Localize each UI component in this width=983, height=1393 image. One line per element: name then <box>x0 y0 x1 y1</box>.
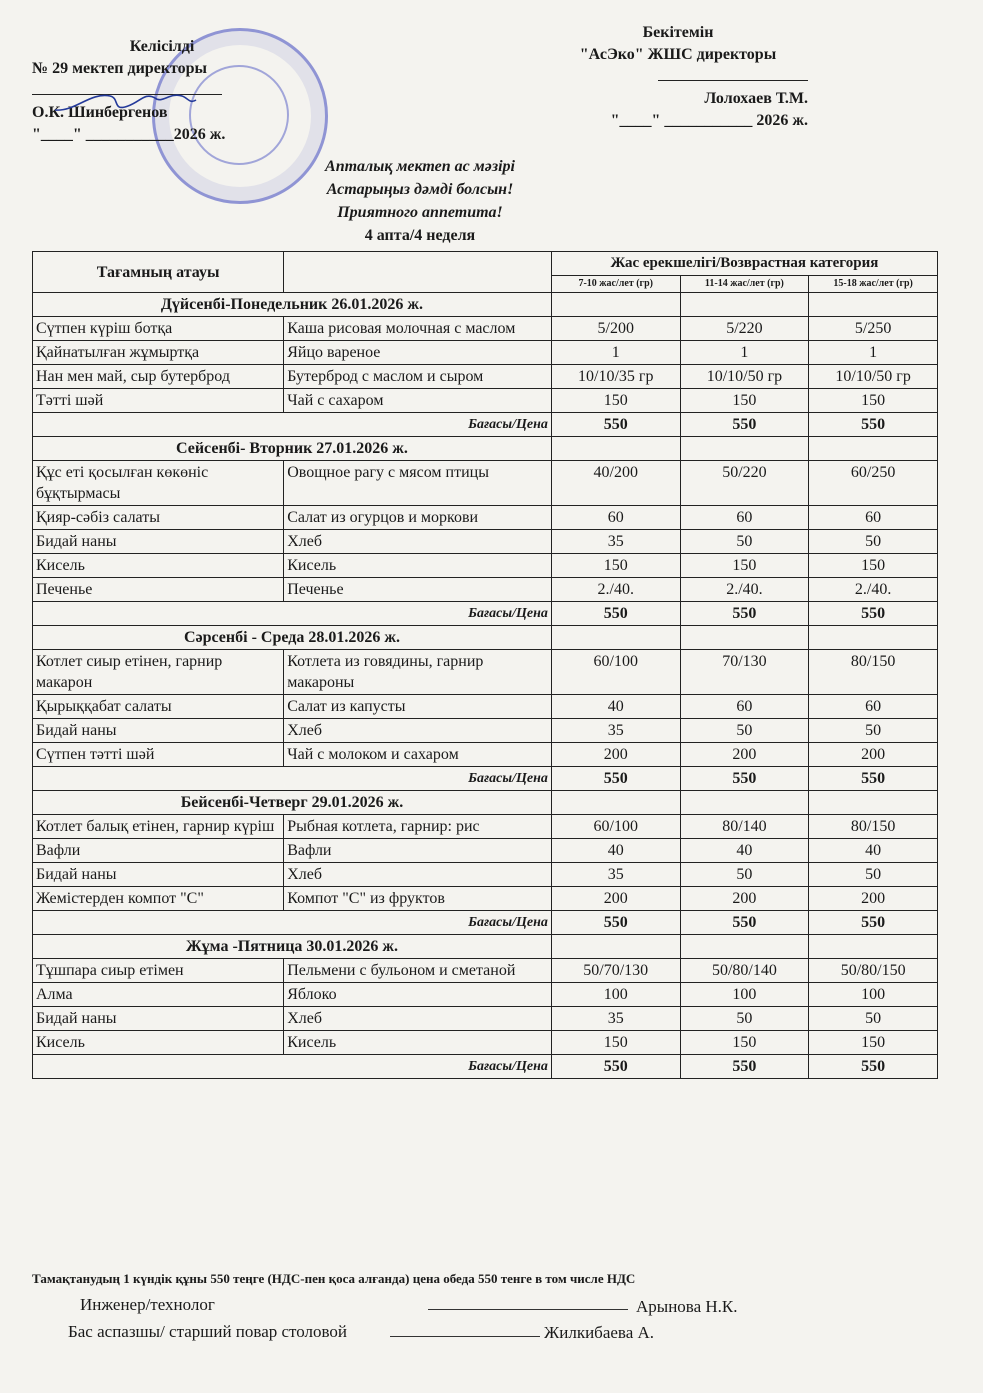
portion-11-14: 2./40. <box>680 578 809 602</box>
price-row <box>33 413 938 437</box>
portion-15-18: 200 <box>809 887 938 911</box>
portion-11-14: 40 <box>680 839 809 863</box>
dish-name-ru: Вафли <box>284 839 552 863</box>
dish-name-ru: Яблоко <box>284 983 552 1007</box>
portion-7-10: 35 <box>551 863 680 887</box>
cook-signature-line <box>390 1322 540 1342</box>
price-value: 550 <box>680 911 809 935</box>
portion-15-18: 200 <box>809 743 938 767</box>
cook-name: Жилкибаева А. <box>544 1323 655 1342</box>
dish-name-ru: Бутерброд с маслом и сыром <box>284 365 552 389</box>
table-row <box>33 887 938 911</box>
day-header-empty-cell <box>809 626 938 650</box>
dish-name-kz: Печенье <box>33 578 284 602</box>
dish-name-ru: Кисель <box>284 554 552 578</box>
portion-7-10: 50/70/130 <box>551 959 680 983</box>
portion-11-14: 70/130 <box>680 650 809 695</box>
price-value: 550 <box>809 413 938 437</box>
price-row <box>33 767 938 791</box>
table-row <box>33 695 938 719</box>
table-row <box>33 530 938 554</box>
dish-name-ru: Каша рисовая молочная с маслом <box>284 317 552 341</box>
dish-name-ru: Чай с молоком и сахаром <box>284 743 552 767</box>
dish-name-ru: Пельмени с бульоном и сметаной <box>284 959 552 983</box>
signature-line <box>658 80 808 81</box>
dish-name-ru: Кисель <box>284 1031 552 1055</box>
school-director-name: О.К. Шинбергенов <box>32 104 168 121</box>
price-value: 550 <box>551 911 680 935</box>
price-value: 550 <box>551 602 680 626</box>
price-row <box>33 602 938 626</box>
portion-15-18: 5/250 <box>809 317 938 341</box>
portion-7-10: 35 <box>551 719 680 743</box>
price-value: 550 <box>680 413 809 437</box>
dish-name-ru: Салат из капусты <box>284 695 552 719</box>
table-row <box>33 461 938 506</box>
portion-11-14: 150 <box>680 1031 809 1055</box>
portion-11-14: 100 <box>680 983 809 1007</box>
portion-11-14: 50/220 <box>680 461 809 506</box>
day-title: Сейсенбі- Вторник 27.01.2026 ж. <box>33 437 552 461</box>
day-header-empty-cell <box>809 791 938 815</box>
table-row <box>33 743 938 767</box>
day-header-row <box>33 935 938 959</box>
table-row <box>33 815 938 839</box>
day-header-empty-cell <box>809 437 938 461</box>
portion-7-10: 150 <box>551 1031 680 1055</box>
portion-15-18: 50 <box>809 530 938 554</box>
portion-7-10: 60/100 <box>551 815 680 839</box>
portion-11-14: 1 <box>680 341 809 365</box>
column-header-age-7-10: 7-10 жас/лет (гр) <box>551 276 680 293</box>
portion-15-18: 150 <box>809 389 938 413</box>
price-label: Бағасы/Цена <box>33 1055 552 1079</box>
dish-name-kz: Алма <box>33 983 284 1007</box>
dish-name-ru: Печенье <box>284 578 552 602</box>
day-header-empty-cell <box>551 935 680 959</box>
daily-cost-note: Тамақтанудың 1 күндік құны 550 теңге (НДС-пен қоса алғанда) цена обеда 550 тенге в том числе НДС <box>32 1271 636 1286</box>
approval-left-date: "____" ___________2026 ж. <box>32 126 226 143</box>
portion-7-10: 40/200 <box>551 461 680 506</box>
day-header-empty-cell <box>680 626 809 650</box>
day-header-row <box>33 293 938 317</box>
dish-name-ru: Хлеб <box>284 1007 552 1031</box>
portion-11-14: 150 <box>680 389 809 413</box>
table-row <box>33 719 938 743</box>
greeting-ru: Приятного аппетита! <box>337 204 503 221</box>
day-header-empty-cell <box>551 293 680 317</box>
price-value: 550 <box>680 602 809 626</box>
day-header-empty-cell <box>680 293 809 317</box>
price-value: 550 <box>551 767 680 791</box>
portion-7-10: 2./40. <box>551 578 680 602</box>
day-header-empty-cell <box>809 293 938 317</box>
dish-name-kz: Тұшпара сиыр етімен <box>33 959 284 983</box>
dish-name-ru: Рыбная котлета, гарнир: рис <box>284 815 552 839</box>
dish-name-ru: Салат из огурцов и моркови <box>284 506 552 530</box>
table-row <box>33 341 938 365</box>
portion-11-14: 80/140 <box>680 815 809 839</box>
column-header-age-11-14: 11-14 жас/лет (гр) <box>680 276 809 293</box>
day-header-empty-cell <box>551 626 680 650</box>
dish-name-kz: Нан мен май, сыр бутерброд <box>33 365 284 389</box>
table-row <box>33 506 938 530</box>
portion-15-18: 40 <box>809 839 938 863</box>
menu-title-kz: Апталық мектеп ас мәзірі <box>325 158 515 175</box>
portion-15-18: 60/250 <box>809 461 938 506</box>
portion-11-14: 50 <box>680 530 809 554</box>
dish-name-kz: Бидай наны <box>33 530 284 554</box>
price-label: Бағасы/Цена <box>33 767 552 791</box>
portion-15-18: 80/150 <box>809 650 938 695</box>
portion-15-18: 150 <box>809 554 938 578</box>
week-label: 4 апта/4 неделя <box>364 227 476 244</box>
portion-11-14: 5/220 <box>680 317 809 341</box>
day-title: Жұма -Пятница 30.01.2026 ж. <box>33 935 552 959</box>
menu-title <box>250 155 590 247</box>
table-row <box>33 983 938 1007</box>
day-header-empty-cell <box>551 791 680 815</box>
portion-15-18: 150 <box>809 1031 938 1055</box>
dish-name-ru: Хлеб <box>284 863 552 887</box>
dish-name-ru: Яйцо вареное <box>284 341 552 365</box>
dish-name-kz: Бидай наны <box>33 1007 284 1031</box>
dish-name-ru: Компот "С" из фруктов <box>284 887 552 911</box>
dish-name-kz: Қырыққабат салаты <box>33 695 284 719</box>
portion-7-10: 60 <box>551 506 680 530</box>
price-value: 550 <box>809 1055 938 1079</box>
engineer-signature-line <box>428 1295 628 1315</box>
portion-15-18: 80/150 <box>809 815 938 839</box>
price-row <box>33 1055 938 1079</box>
portion-11-14: 50/80/140 <box>680 959 809 983</box>
portion-15-18: 1 <box>809 341 938 365</box>
day-header-row <box>33 437 938 461</box>
table-row <box>33 578 938 602</box>
approval-right-date: "____" ___________ 2026 ж. <box>610 112 808 129</box>
dish-name-kz: Қияр-сәбіз салаты <box>33 506 284 530</box>
price-value: 550 <box>809 602 938 626</box>
portion-11-14: 50 <box>680 863 809 887</box>
table-row <box>33 650 938 695</box>
portion-7-10: 100 <box>551 983 680 1007</box>
day-header-empty-cell <box>809 935 938 959</box>
table-row <box>33 365 938 389</box>
signature-scribble <box>50 82 200 122</box>
day-header-empty-cell <box>680 791 809 815</box>
dish-name-ru: Хлеб <box>284 530 552 554</box>
price-value: 550 <box>809 767 938 791</box>
day-header-empty-cell <box>680 935 809 959</box>
price-label: Бағасы/Цена <box>33 911 552 935</box>
portion-15-18: 50/80/150 <box>809 959 938 983</box>
portion-15-18: 2./40. <box>809 578 938 602</box>
portion-11-14: 60 <box>680 506 809 530</box>
column-header-blank <box>284 252 552 293</box>
dish-name-ru: Котлета из говядины, гарнир макароны <box>284 650 552 695</box>
portion-7-10: 10/10/35 гр <box>551 365 680 389</box>
portion-7-10: 40 <box>551 695 680 719</box>
approval-left-heading: Келісілді <box>129 38 195 55</box>
portion-11-14: 150 <box>680 554 809 578</box>
portion-7-10: 150 <box>551 389 680 413</box>
day-title: Сәрсенбі - Среда 28.01.2026 ж. <box>33 626 552 650</box>
price-value: 550 <box>680 767 809 791</box>
table-row <box>33 959 938 983</box>
portion-15-18: 50 <box>809 1007 938 1031</box>
company-director-title: "АсЭко" ЖШС директоры <box>579 46 777 63</box>
dish-name-kz: Сүтпен күріш ботқа <box>33 317 284 341</box>
portion-11-14: 50 <box>680 719 809 743</box>
approval-right-heading: Бекітемін <box>642 24 714 41</box>
dish-name-kz: Тәтті шәй <box>33 389 284 413</box>
greeting-kz: Астарыңыз дәмді болсын! <box>326 181 514 198</box>
table-row <box>33 554 938 578</box>
dish-name-ru: Хлеб <box>284 719 552 743</box>
price-value: 550 <box>551 1055 680 1079</box>
column-header-age-category: Жас ерекшелігі/Возврастная категория <box>551 252 937 276</box>
price-value: 550 <box>680 1055 809 1079</box>
portion-11-14: 60 <box>680 695 809 719</box>
price-value: 550 <box>551 413 680 437</box>
column-header-age-15-18: 15-18 жас/лет (гр) <box>809 276 938 293</box>
price-value: 550 <box>809 911 938 935</box>
table-row <box>33 317 938 341</box>
school-director-title: № 29 мектеп директоры <box>32 60 208 77</box>
dish-name-kz: Сүтпен тәтті шәй <box>33 743 284 767</box>
day-header-empty-cell <box>551 437 680 461</box>
table-row <box>33 863 938 887</box>
table-row <box>33 1031 938 1055</box>
portion-7-10: 1 <box>551 341 680 365</box>
price-label: Бағасы/Цена <box>33 602 552 626</box>
engineer-role: Инженер/технолог <box>80 1295 215 1314</box>
portion-7-10: 200 <box>551 743 680 767</box>
engineer-name: Арынова Н.К. <box>636 1297 738 1316</box>
portion-11-14: 200 <box>680 743 809 767</box>
portion-11-14: 10/10/50 гр <box>680 365 809 389</box>
table-row <box>33 389 938 413</box>
portion-15-18: 100 <box>809 983 938 1007</box>
day-title: Дүйсенбі-Понедельник 26.01.2026 ж. <box>33 293 552 317</box>
dish-name-ru: Чай с сахаром <box>284 389 552 413</box>
day-header-row <box>33 626 938 650</box>
day-header-row <box>33 791 938 815</box>
portion-15-18: 60 <box>809 506 938 530</box>
portion-7-10: 60/100 <box>551 650 680 695</box>
portion-7-10: 40 <box>551 839 680 863</box>
portion-15-18: 60 <box>809 695 938 719</box>
price-row <box>33 911 938 935</box>
approval-right-block <box>548 22 808 132</box>
dish-name-kz: Кисель <box>33 554 284 578</box>
day-title: Бейсенбі-Четверг 29.01.2026 ж. <box>33 791 552 815</box>
column-header-name: Тағамның атауы <box>33 252 284 293</box>
table-row <box>33 839 938 863</box>
portion-15-18: 50 <box>809 863 938 887</box>
dish-name-kz: Қайнатылған жұмыртқа <box>33 341 284 365</box>
dish-name-kz: Бидай наны <box>33 719 284 743</box>
portion-7-10: 5/200 <box>551 317 680 341</box>
table-row <box>33 1007 938 1031</box>
dish-name-kz: Бидай наны <box>33 863 284 887</box>
portion-11-14: 200 <box>680 887 809 911</box>
cook-role: Бас аспазшы/ старший повар столовой <box>68 1322 348 1341</box>
portion-15-18: 10/10/50 гр <box>809 365 938 389</box>
day-header-empty-cell <box>680 437 809 461</box>
dish-name-ru: Овощное рагу с мясом птицы <box>284 461 552 506</box>
dish-name-kz: Вафли <box>33 839 284 863</box>
dish-name-kz: Котлет сиыр етінен, гарнир макарон <box>33 650 284 695</box>
portion-7-10: 35 <box>551 530 680 554</box>
dish-name-kz: Котлет балық етінен, гарнир күріш <box>33 815 284 839</box>
price-label: Бағасы/Цена <box>33 413 552 437</box>
table-header-row <box>33 252 938 276</box>
portion-7-10: 200 <box>551 887 680 911</box>
dish-name-kz: Кисель <box>33 1031 284 1055</box>
dish-name-kz: Құс еті қосылған көкөніс бұқтырмасы <box>33 461 284 506</box>
menu-table <box>32 251 938 1079</box>
portion-7-10: 150 <box>551 554 680 578</box>
company-director-name: Лолохаев Т.М. <box>704 90 808 107</box>
portion-7-10: 35 <box>551 1007 680 1031</box>
portion-15-18: 50 <box>809 719 938 743</box>
portion-11-14: 50 <box>680 1007 809 1031</box>
dish-name-kz: Жемістерден компот "С" <box>33 887 284 911</box>
